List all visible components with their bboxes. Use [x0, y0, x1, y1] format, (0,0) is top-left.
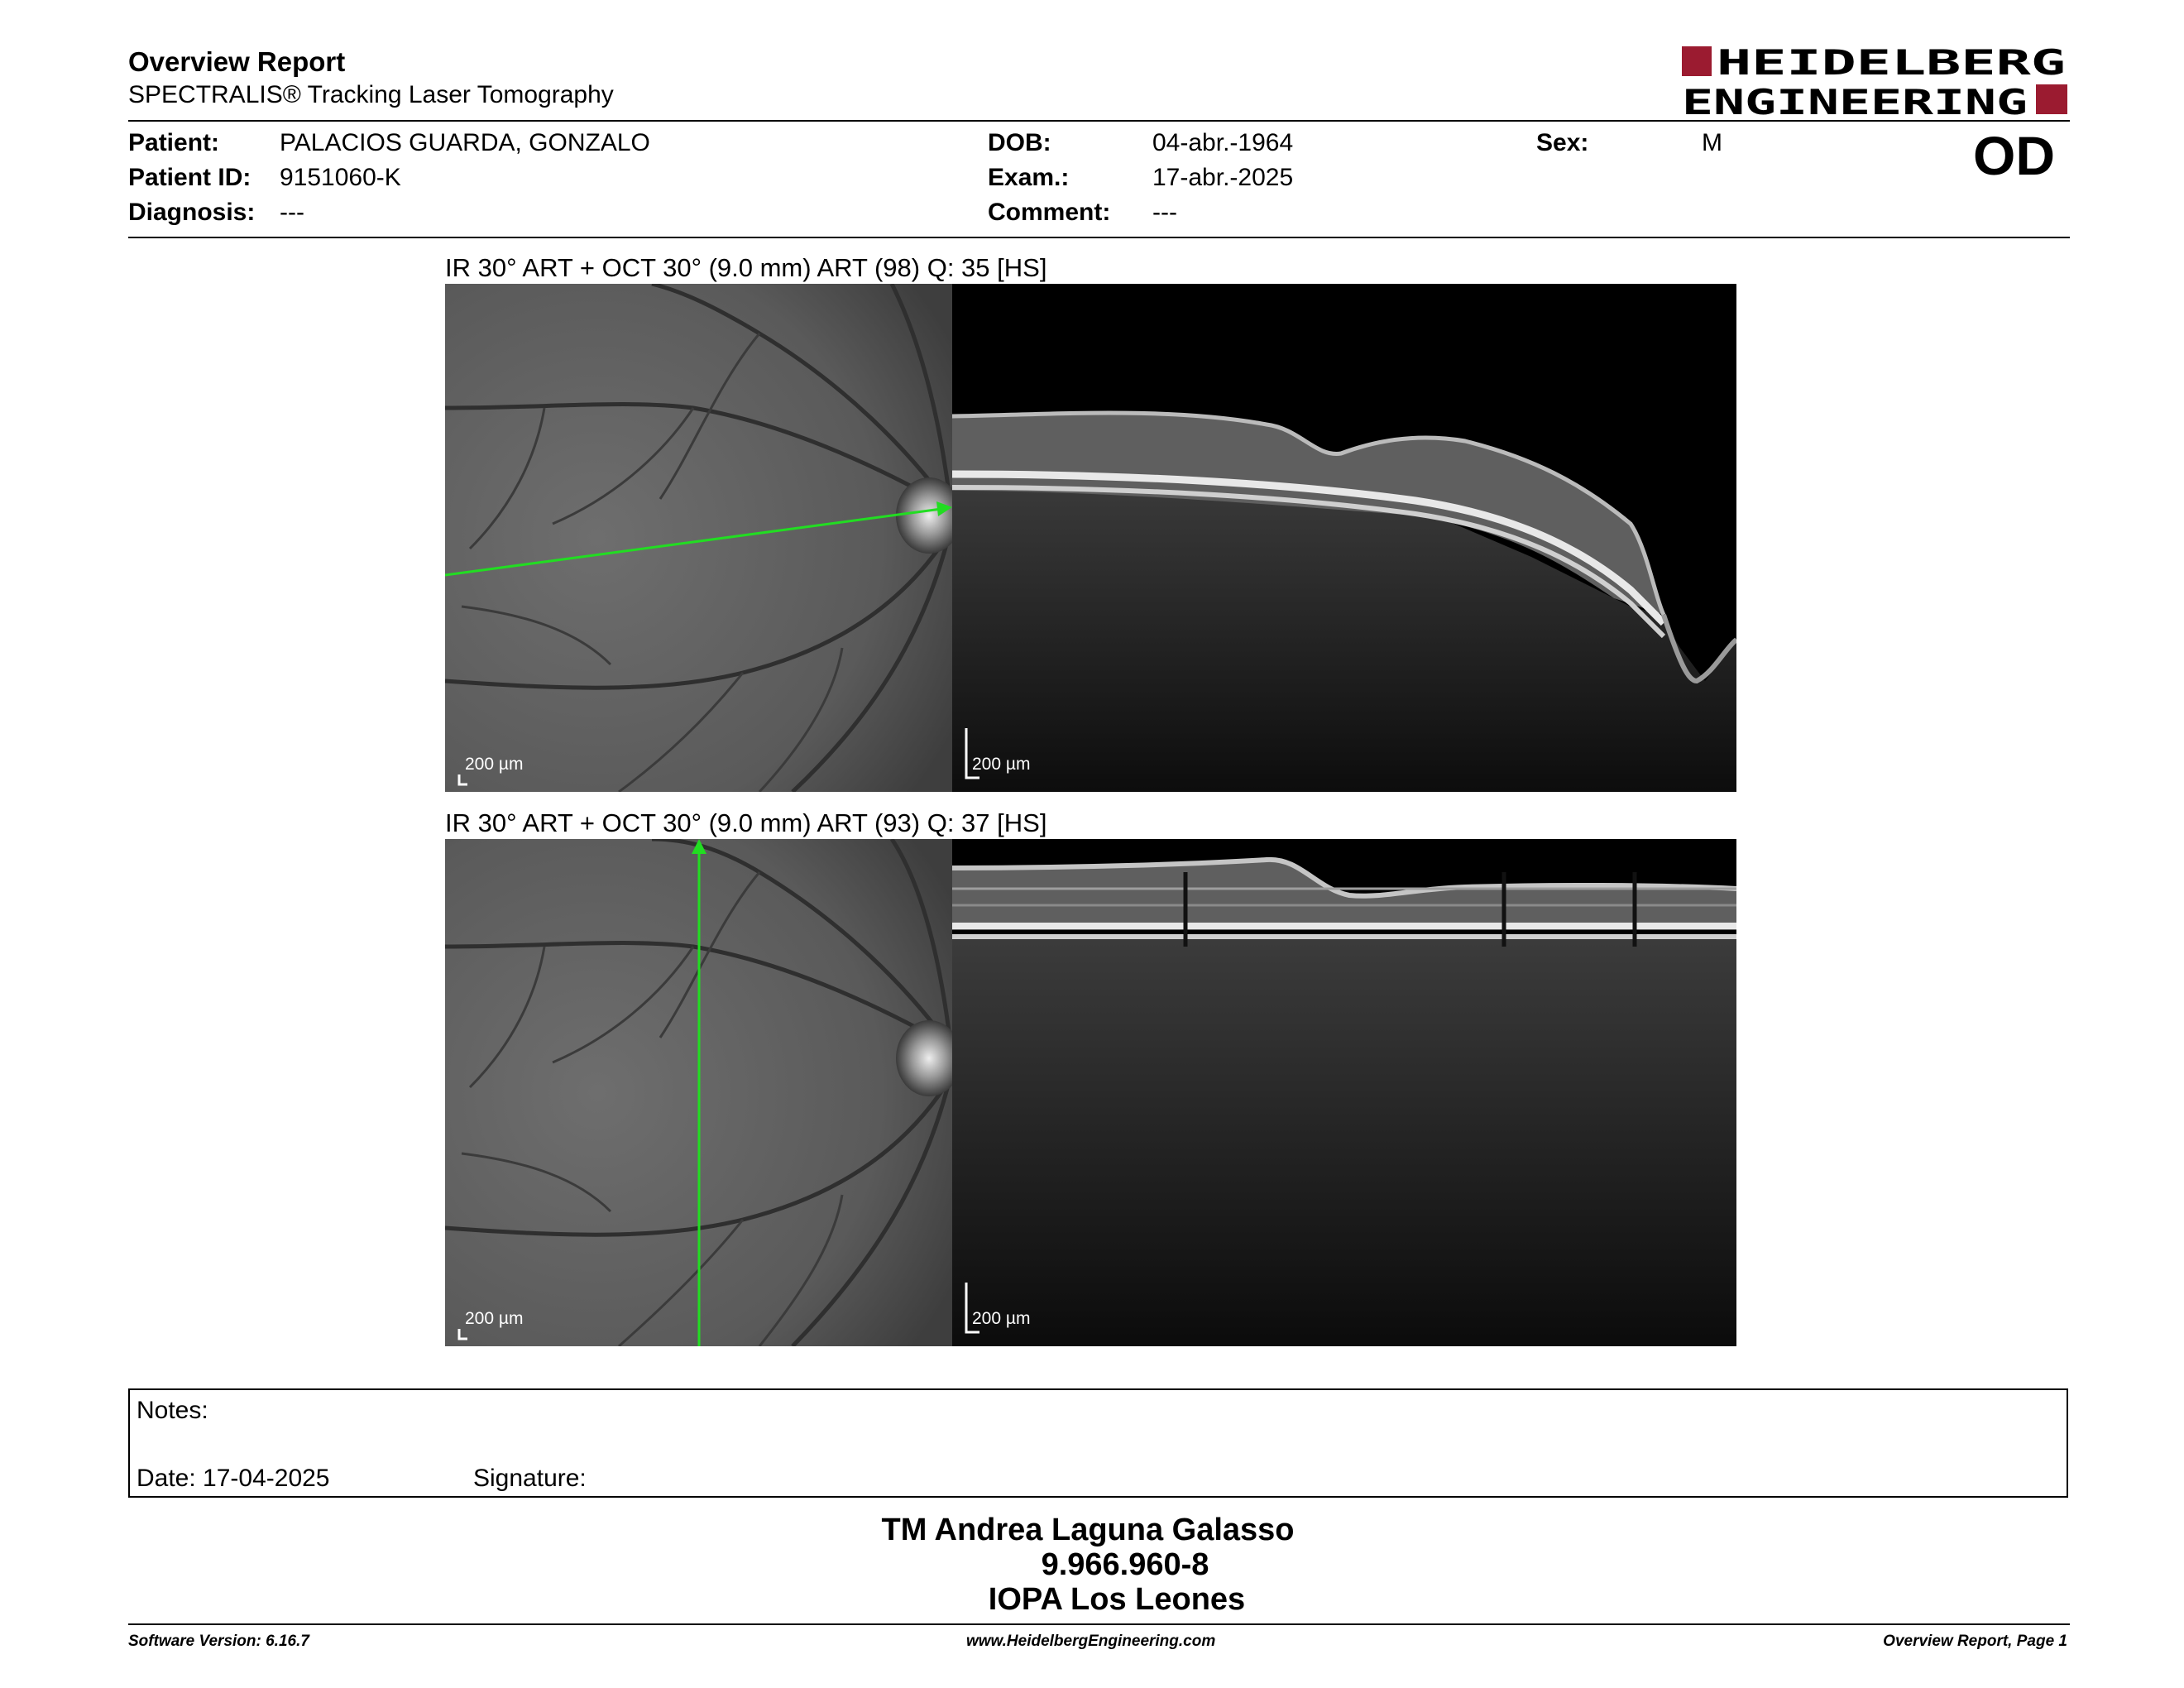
page-number: Overview Report, Page 1: [1883, 1633, 2067, 1650]
diagnosis-label: Diagnosis:: [128, 199, 256, 226]
patient-label: Patient:: [128, 129, 220, 156]
patient-id-label: Patient ID:: [128, 164, 251, 191]
svg-text:HEIDELBERG: HEIDELBERG: [1717, 45, 2066, 83]
scan-1-ir-fundus-image: [445, 284, 952, 792]
scan-1-oct-bscan-image: [952, 284, 1736, 792]
dob-value: 04-abr.-1964: [1152, 129, 1294, 156]
notes-box: [128, 1388, 2068, 1498]
scan-1-title: IR 30° ART + OCT 30° (9.0 mm) ART (98) Q: 35 [HS]: [445, 253, 1047, 282]
signature-label: Signature:: [473, 1465, 587, 1492]
heidelberg-logo: [1682, 45, 2067, 117]
sex-value: M: [1702, 129, 1722, 156]
report-subtitle: SPECTRALIS® Tracking Laser Tomography: [128, 81, 614, 108]
report-title: Overview Report: [128, 46, 346, 77]
svg-text:ENGINEERING: ENGINEERING: [1682, 82, 2028, 117]
patient-id: 9151060-K: [280, 164, 401, 191]
scan-2-ir-scale-label: 200 µm: [465, 1309, 524, 1328]
comment-value: ---: [1152, 199, 1177, 226]
footer-divider: [128, 1623, 2070, 1625]
patient-name: PALACIOS GUARDA, GONZALO: [280, 129, 650, 156]
signer-id: 9.966.960-8: [1041, 1547, 1209, 1582]
scan-2-ir-fundus-image: [445, 839, 952, 1346]
patient-divider: [128, 237, 2070, 238]
diagnosis-value: ---: [280, 199, 304, 226]
dob-label: DOB:: [988, 129, 1051, 156]
notes-label: Notes:: [136, 1397, 208, 1424]
exam-value: 17-abr.-2025: [1152, 164, 1294, 191]
eye-indicator: OD: [1973, 125, 2055, 186]
signer-institution: IOPA Los Leones: [988, 1582, 1246, 1617]
signer-name: TM Andrea Laguna Galasso: [881, 1513, 1295, 1547]
header-divider: [128, 120, 2070, 122]
scan-1-ir-scale-label: 200 µm: [465, 755, 524, 774]
scan-1-oct-scale-label: 200 µm: [972, 755, 1031, 774]
exam-label: Exam.:: [988, 164, 1070, 191]
sex-label: Sex:: [1536, 129, 1589, 156]
scan-2-oct-bscan-image: [952, 839, 1736, 1346]
notes-date: Date: 17-04-2025: [136, 1465, 330, 1492]
software-version: Software Version: 6.16.7: [128, 1633, 309, 1650]
scan-2-title: IR 30° ART + OCT 30° (9.0 mm) ART (93) Q: 37 [HS]: [445, 808, 1047, 837]
website-link[interactable]: www.HeidelbergEngineering.com: [966, 1633, 1216, 1650]
comment-label: Comment:: [988, 199, 1111, 226]
scan-2-oct-scale-label: 200 µm: [972, 1309, 1031, 1328]
